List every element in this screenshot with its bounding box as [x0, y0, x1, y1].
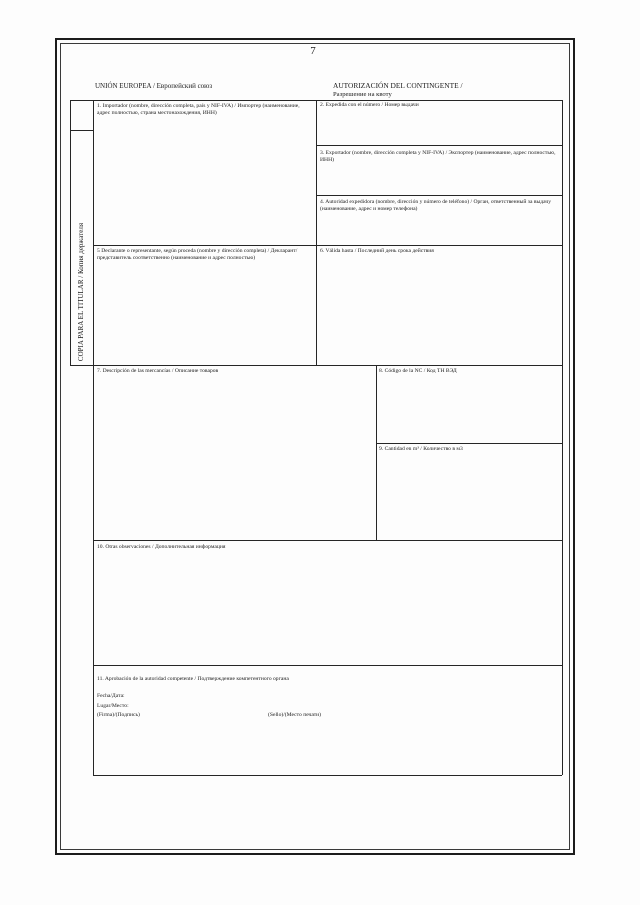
- form-rule-3-4: [316, 195, 562, 196]
- form-rule-right: [562, 100, 563, 775]
- form-rule-section-10: [93, 540, 562, 541]
- approval-date-label: Fecha/Дата:: [97, 693, 125, 699]
- header-union: UNIÓN EUROPEA / Европейский союз: [95, 82, 213, 90]
- box-1-importer-label: 1. Importador (nombre, dirección completa, país y NIF-IVA) / Импортер (наименование, адрес полностью, страна местонахождения, ИНН): [97, 103, 300, 116]
- header-title-translation: Разрешение на квоту: [333, 91, 392, 98]
- box-2-number-field: [317, 110, 561, 144]
- box-5-declarant-field: [94, 270, 315, 364]
- box-9-quantity-field: [377, 456, 561, 539]
- box-4-authority-field: [317, 215, 561, 244]
- box-2-number-label: 2. Expedida con el número / Номер выдачи: [320, 102, 419, 108]
- box-9-quantity-label: 9. Cantidad en m³ / Количество в м3: [379, 446, 463, 452]
- box-7-goods-description-label: 7. Descripción de las mercancías / Описание товаров: [97, 368, 219, 374]
- box-3-exporter-field: [317, 166, 561, 194]
- form-rule-bottom: [93, 775, 562, 776]
- approval-signature-label: (Firma)/(Подпись): [97, 712, 140, 718]
- header-title: AUTORIZACIÓN DEL CONTINGENTE /: [333, 81, 463, 90]
- side-copy-label: COPIA PARA EL TITULAR / Копия держателя: [77, 222, 85, 362]
- form-rule-strip-cell: [70, 130, 93, 131]
- form-rule-upper-lower: [93, 245, 562, 246]
- box-6-valid-until-field: [317, 258, 561, 364]
- box-5-declarant-label: 5 Declarante o representante, según proceda (nombre y dirección completa) / Декларант/представитель соответственно (наименование и адрес полностью): [97, 248, 298, 261]
- box-10-remarks-field: [94, 554, 561, 664]
- box-11-approval-label: 11. Aprobación de la autoridad competente / Подтверждение компетентного органа: [97, 676, 289, 682]
- box-3-exporter-label: 3. Exportador (nombre, dirección completa y NIF-IVA) / Экспортер (наименование, адрес полностью, ИНН): [320, 150, 556, 163]
- form-rule-8-9: [376, 443, 562, 444]
- box-8-cn-code-field: [377, 378, 561, 442]
- form-rule-section-11: [93, 665, 562, 666]
- approval-place-label: Lugar/Место:: [97, 703, 129, 709]
- form-rule-strip-left: [70, 100, 71, 365]
- box-10-remarks-label: 10. Otras observaciones / Дополнительная информация: [97, 544, 226, 550]
- box-7-goods-description-field: [94, 378, 375, 539]
- page-number: 7: [310, 45, 316, 57]
- box-1-importer-field: [94, 118, 315, 244]
- box-6-valid-until-label: 6. Válida hasta / Последний день срока действия: [320, 248, 434, 254]
- form-rule-section-7: [70, 365, 562, 366]
- approval-seal-label: (Sello)/(Место печати): [268, 712, 322, 718]
- box-4-authority-label: 4. Autoridad expedidora (nombre, dirección y número de teléfono) / Орган, ответственный за выдачу (наименование, адрес и номер телефона): [320, 199, 552, 212]
- form-rule-2-3: [316, 145, 562, 146]
- box-8-cn-code-label: 8. Código de la NC / Код ТН ВЭД: [379, 368, 457, 374]
- box-11-approval-field: [94, 724, 561, 774]
